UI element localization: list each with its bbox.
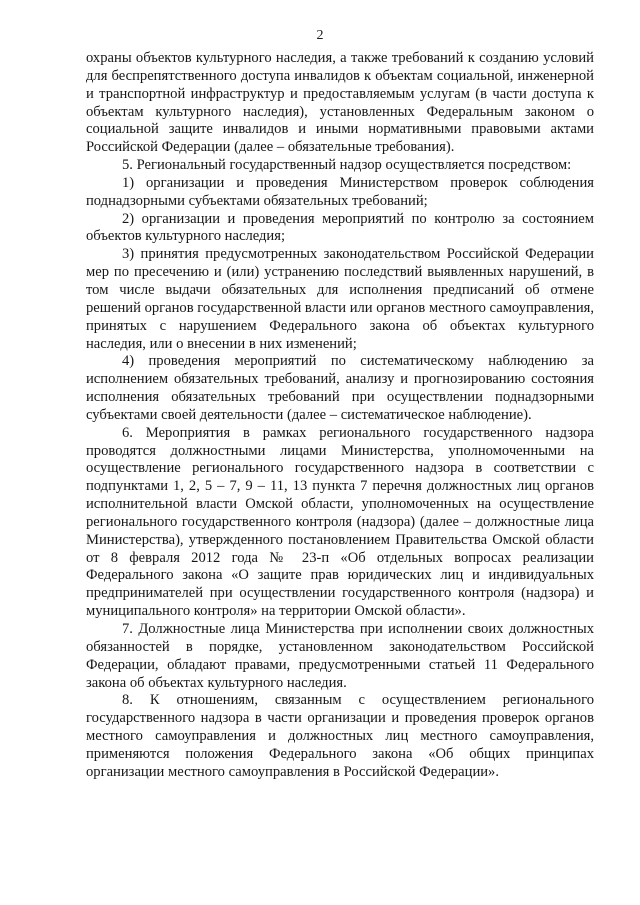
- paragraph-item-6: 6. Мероприятия в рамках регионального государственного надзора проводятся должностными лицами Министерства, уполномоченными на осуществление регионального государственного надзора в соответствии с подпунктами 1, 2, 5 – 7, 9 – 11, 13 пункта 7 перечня должностных лиц органов исполнительной власти Омской области, уполномоченных на осуществление регионального государственного контроля (надзора) (далее – должностные лица Министерства), утвержденного постановлением Правительства Омской области от 8 февраля 2012 года № 23-п «Об отдельных вопросах реализации Федерального закона «О защите прав юридических лиц и индивидуальных предпринимателей при осуществлении государственного контроля (надзора) и муниципального контроля» на территории Омской области».: [86, 424, 594, 620]
- paragraph-item-8: 8. К отношениям, связанным с осуществлением регионального государственного надзора в части организации и проведения проверок органов местного самоуправления и должностных лиц местного самоуправления, применяются положения Федерального закона «Об общих принципах организации местного самоуправления в Российской Федерации».: [86, 692, 594, 780]
- paragraph-item-7: 7. Должностные лица Министерства при исполнении своих должностных обязанностей в порядке, установленном законодательством Российской Федерации, обладают правами, предусмотренными статьей 11 Федерального закона об объектах культурного наследия.: [86, 621, 594, 691]
- document-body: [86, 50, 594, 782]
- paragraph-subitem-2: 2) организации и проведения мероприятий по контролю за состоянием объектов культурного наследия;: [86, 210, 594, 245]
- paragraph-subitem-3: 3) принятия предусмотренных законодательством Российской Федерации мер по пресечению и (или) устранению последствий выявленных нарушений, в том числе выдачи обязательных для исполнения предписаний об отмене решений органов государственной власти или органов местного самоуправления, принятых с нарушением Федерального закона об объектах культурного наследия, или о внесении в них изменений;: [86, 246, 594, 352]
- paragraph-subitem-1: 1) организации и проведения Министерством проверок соблюдения поднадзорными субъектами обязательных требований;: [86, 174, 594, 209]
- page-number: 2: [316, 28, 324, 43]
- paragraph-item-5: 5. Региональный государственный надзор осуществляется посредством:: [122, 157, 572, 174]
- paragraph-subitem-4: 4) проведения мероприятий по систематическому наблюдению за исполнением обязательных требований, анализу и прогнозированию состояния исполнения обязательных требований при осуществлении поднадзорными субъектами своей деятельности (далее – систематическое наблюдение).: [86, 353, 594, 423]
- paragraph-continuation: охраны объектов культурного наследия, а также требований к созданию условий для беспрепятственного доступа инвалидов к объектам социальной, инженерной и транспортной инфраструктур и предоставляемым услугам (в части доступа к объектам культурного наследия), установленных Федеральным законом о социальной защите инвалидов и иными нормативными правовыми актами Российской Федерации (далее – обязательные требования).: [86, 50, 594, 156]
